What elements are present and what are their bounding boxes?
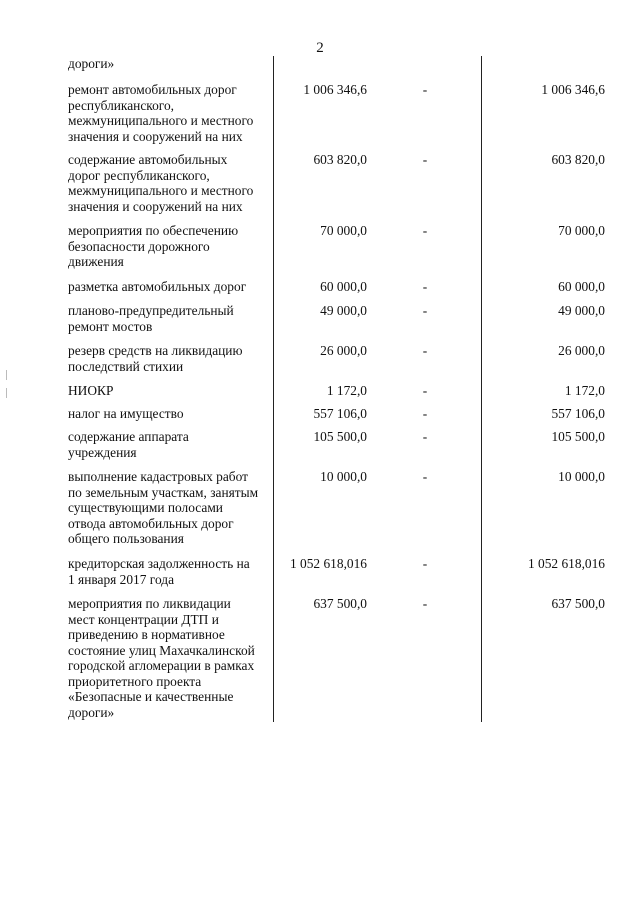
row-item-name-line: по земельным участкам, занятым — [68, 484, 259, 500]
row-item-name — [68, 469, 268, 547]
row-item-name-line: значения и сооружений на них — [68, 198, 243, 214]
row-item-name-line: приведению в нормативное — [68, 627, 225, 642]
row-item-name-line: разметка автомобильных дорог — [68, 279, 247, 294]
row-amount-total: 557 106,0 — [551, 406, 605, 421]
row-item-name-line: учреждения — [68, 444, 137, 460]
row-item-name-line: состояние улиц Махачкалинской — [68, 642, 255, 658]
row-item-name-line: мероприятия по обеспечению — [68, 223, 239, 238]
row-item-name-line: планово-предупредительный — [68, 303, 234, 318]
row-item-name — [68, 429, 268, 460]
row-change-dash: - — [422, 223, 428, 238]
row-item-name-line: мероприятия по ликвидации — [68, 596, 231, 611]
row-item-name-line: существующими полосами — [68, 500, 223, 515]
row-item-name-line: межмуниципального и местного — [68, 183, 254, 198]
row-item-name-line: республиканского, — [68, 97, 175, 113]
row-amount-plan: 26 000,0 — [320, 343, 367, 358]
row-item-name-line: межмуниципального и местного — [68, 113, 254, 128]
row-amount-total: 105 500,0 — [551, 429, 605, 444]
row-item-name — [68, 56, 268, 72]
row-change-dash: - — [422, 343, 428, 358]
row-amount-total: 10 000,0 — [558, 469, 605, 484]
row-item-name-line: дорог республиканского, — [68, 167, 210, 183]
row-item-name-line: 1 января 2017 года — [68, 571, 175, 587]
row-item-name-line: приоритетного проекта — [68, 673, 202, 689]
row-amount-plan: 10 000,0 — [320, 469, 367, 484]
row-amount-plan: 1 006 346,6 — [303, 82, 367, 97]
row-amount-plan: 60 000,0 — [320, 279, 367, 294]
row-amount-plan: 1 172,0 — [326, 383, 367, 398]
row-change-dash: - — [422, 383, 428, 398]
row-change-dash: - — [422, 303, 428, 318]
row-change-dash: - — [422, 596, 428, 611]
row-change-dash: - — [422, 152, 428, 167]
row-change-dash: - — [422, 82, 428, 97]
row-item-name-line: мест концентрации ДТП и — [68, 611, 219, 627]
row-item-name — [68, 303, 268, 334]
row-item-name — [68, 223, 268, 270]
row-change-dash: - — [422, 469, 428, 484]
row-amount-total: 603 820,0 — [551, 152, 605, 167]
row-item-name-line: содержание автомобильных — [68, 152, 228, 167]
row-item-name-line: отвода автомобильных дорог — [68, 515, 234, 531]
scan-artifact — [6, 370, 7, 380]
row-amount-plan: 49 000,0 — [320, 303, 367, 318]
page-number: 2 — [316, 40, 324, 56]
row-item-name-line: последствий стихии — [68, 358, 184, 374]
row-amount-plan: 603 820,0 — [313, 152, 367, 167]
row-amount-plan: 70 000,0 — [320, 223, 367, 238]
row-item-name-line: кредиторская задолженность на — [68, 556, 250, 571]
row-item-name-line: ремонт мостов — [68, 318, 153, 334]
row-item-name — [68, 406, 268, 422]
row-item-name-line: безопасности дорожного — [68, 238, 210, 254]
row-amount-plan: 637 500,0 — [313, 596, 367, 611]
row-change-dash: - — [422, 406, 428, 421]
row-item-name-line: НИОКР — [68, 383, 114, 398]
row-item-name-line: дороги» — [68, 56, 115, 71]
row-item-name — [68, 383, 268, 399]
row-amount-plan: 105 500,0 — [313, 429, 367, 444]
row-item-name-line: общего пользования — [68, 531, 184, 546]
row-item-name-line: выполнение кадастровых работ — [68, 469, 248, 484]
row-change-dash: - — [422, 279, 428, 294]
row-amount-total: 1 172,0 — [564, 383, 605, 398]
row-change-dash: - — [422, 556, 428, 571]
row-item-name-line: движения — [68, 254, 124, 269]
row-change-dash: - — [422, 429, 428, 444]
row-item-name — [68, 343, 268, 374]
row-amount-total: 60 000,0 — [558, 279, 605, 294]
row-item-name-line: «Безопасные и качественные — [68, 689, 234, 704]
row-amount-total: 1 006 346,6 — [541, 82, 605, 97]
row-amount-total: 26 000,0 — [558, 343, 605, 358]
row-amount-total: 70 000,0 — [558, 223, 605, 238]
row-item-name — [68, 279, 268, 295]
row-item-name — [68, 556, 268, 587]
row-item-name-line: содержание аппарата — [68, 429, 189, 444]
row-amount-plan: 557 106,0 — [313, 406, 367, 421]
row-item-name-line: значения и сооружений на них — [68, 128, 243, 144]
row-amount-plan: 1 052 618,016 — [290, 556, 367, 571]
row-item-name — [68, 82, 268, 144]
row-item-name-line: городской агломерации в рамках — [68, 658, 255, 673]
row-amount-total: 1 052 618,016 — [528, 556, 605, 571]
row-item-name — [68, 596, 268, 720]
row-item-name-line: резерв средств на ликвидацию — [68, 343, 243, 358]
row-amount-total: 49 000,0 — [558, 303, 605, 318]
row-item-name-line: налог на имущество — [68, 406, 184, 421]
row-amount-total: 637 500,0 — [551, 596, 605, 611]
row-item-name — [68, 152, 268, 214]
row-item-name-line: дороги» — [68, 704, 115, 720]
row-item-name-line: ремонт автомобильных дорог — [68, 82, 237, 97]
budget-table — [68, 56, 613, 726]
scan-artifact — [6, 388, 7, 398]
